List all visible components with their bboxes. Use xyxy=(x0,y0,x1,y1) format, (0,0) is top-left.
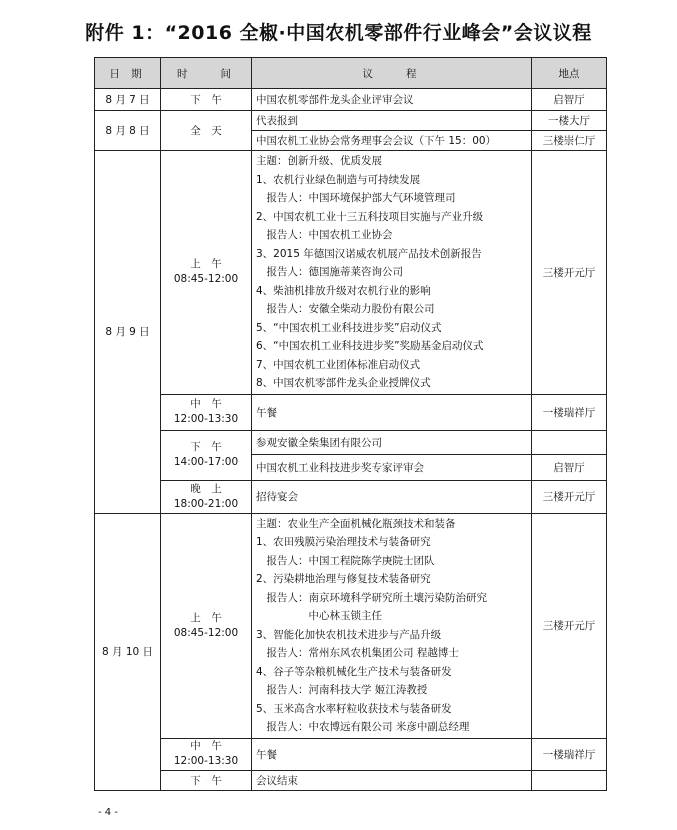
agenda-line: 报告人：河南科技大学 姬江涛教授 xyxy=(256,684,428,696)
table-row xyxy=(95,430,607,454)
time-label: 上 午 xyxy=(190,611,222,624)
header-time: 时 间 xyxy=(161,58,252,89)
agenda-line: 报告人：中国农机工业协会 xyxy=(256,229,393,241)
time-cell xyxy=(161,394,252,430)
table-row xyxy=(95,770,607,790)
agenda-line: 8、中国农机零部件龙头企业授牌仪式 xyxy=(256,377,431,389)
table-header-row xyxy=(95,58,607,89)
time-label: 上 午 xyxy=(190,258,222,271)
time-range: 18:00-21:00 xyxy=(173,497,239,510)
time-cell xyxy=(161,430,252,480)
agenda-line: 报告人：中农博远有限公司 米彦中副总经理 xyxy=(256,721,470,733)
agenda-line: 报告人：安徽全柴动力股份有限公司 xyxy=(256,303,435,315)
time-range: 08:45-12:00 xyxy=(173,273,239,286)
agenda-line: 1、农机行业绿色制造与可持续发展 xyxy=(256,173,421,186)
agenda-line: 3、2015 年德国汉诺威农机展产品技术创新报告 xyxy=(256,247,482,260)
agenda-cell: 午餐 xyxy=(252,738,532,770)
place-cell: 一楼瑞祥厅 xyxy=(532,394,607,430)
agenda-line: 6、“中国农机工业科技进步奖”奖励基金启动仪式 xyxy=(256,340,484,352)
agenda-theme: 主题：创新升级、优质发展 xyxy=(256,155,382,167)
agenda-cell: 参观安徽全柴集团有限公司 xyxy=(252,430,532,454)
time-cell: 下 午 xyxy=(161,89,252,111)
agenda-cell: 中国农机工业协会常务理事会会议（下午 15：00） xyxy=(252,131,532,151)
time-label: 中 午 xyxy=(190,740,222,752)
agenda-cell: 午餐 xyxy=(252,394,532,430)
table-row xyxy=(95,394,607,430)
date-cell: 8 月 9 日 xyxy=(95,151,161,514)
agenda-theme: 主题：农业生产全面机械化瓶颈技术和装备 xyxy=(256,517,456,530)
agenda-cell xyxy=(252,513,532,738)
time-cell xyxy=(161,738,252,770)
header-date: 日 期 xyxy=(95,58,161,89)
table-row xyxy=(95,151,607,395)
agenda-line: 2、中国农机工业十三五科技项目实施与产业升级 xyxy=(256,210,484,223)
table-row xyxy=(95,513,607,738)
time-cell xyxy=(161,480,252,513)
agenda-line: 3、智能化加快农机技术进步与产品升级 xyxy=(256,628,442,641)
agenda-line: 报告人：南京环境科学研究所土壤污染防治研究 xyxy=(256,591,487,604)
schedule-table xyxy=(94,57,607,791)
place-cell xyxy=(532,770,607,790)
header-agenda: 议 程 xyxy=(252,58,532,89)
place-cell xyxy=(532,430,607,454)
place-cell: 三楼开元厅 xyxy=(532,151,607,395)
time-cell xyxy=(161,151,252,395)
time-cell: 下 午 xyxy=(161,770,252,790)
agenda-cell: 会议结束 xyxy=(252,770,532,790)
place-cell: 启智厅 xyxy=(532,89,607,111)
time-range: 14:00-17:00 xyxy=(173,456,239,468)
time-range: 08:45-12:00 xyxy=(173,626,239,639)
agenda-line: 报告人：常州东风农机集团公司 程越博士 xyxy=(256,647,459,659)
agenda-cell: 中国农机工业科技进步奖专家评审会 xyxy=(252,454,532,480)
agenda-line: 5、“中国农机工业科技进步奖”启动仪式 xyxy=(256,321,442,334)
time-cell xyxy=(161,513,252,738)
place-cell: 三楼开元厅 xyxy=(532,480,607,513)
time-label: 下 午 xyxy=(190,441,222,453)
page-title: 附件 1：“2016 全椒·中国农机零部件行业峰会”会议议程 xyxy=(85,22,592,44)
agenda-cell xyxy=(252,151,532,395)
agenda-line: 报告人：中国环境保护部大气环境管理司 xyxy=(256,192,456,204)
agenda-line: 5、玉米高含水率籽粒收获技术与装备研发 xyxy=(256,702,452,715)
place-cell: 一楼瑞祥厅 xyxy=(532,738,607,770)
table-row xyxy=(95,738,607,770)
agenda-cell: 中国农机零部件龙头企业评审会议 xyxy=(252,89,532,111)
time-cell: 全 天 xyxy=(161,111,252,151)
agenda-line: 中心林玉锁主任 xyxy=(256,610,382,622)
agenda-line: 1、农田残膜污染治理技术与装备研究 xyxy=(256,536,431,548)
place-cell: 启智厅 xyxy=(532,454,607,480)
date-cell: 8 月 7 日 xyxy=(95,89,161,111)
place-cell: 三楼开元厅 xyxy=(532,513,607,738)
time-range: 12:00-13:30 xyxy=(173,413,239,425)
agenda-line: 2、污染耕地治理与修复技术装备研究 xyxy=(256,573,431,585)
table-row xyxy=(95,111,607,131)
time-range: 12:00-13:30 xyxy=(173,755,239,767)
agenda-cell: 招待宴会 xyxy=(252,480,532,513)
agenda-line: 报告人：德国施蒂莱咨询公司 xyxy=(256,266,403,278)
date-cell: 8 月 8 日 xyxy=(95,111,161,151)
agenda-cell: 代表报到 xyxy=(252,111,532,131)
place-cell: 三楼崇仁厅 xyxy=(532,131,607,151)
agenda-line: 4、柴油机排放升级对农机行业的影响 xyxy=(256,284,431,297)
time-label: 晚 上 xyxy=(190,482,222,495)
place-cell: 一楼大厅 xyxy=(532,111,607,131)
date-cell: 8 月 10 日 xyxy=(95,513,161,790)
agenda-line: 报告人：中国工程院陈学庚院士团队 xyxy=(256,554,435,567)
table-row xyxy=(95,89,607,111)
page-number: - 4 - xyxy=(98,807,118,818)
agenda-line: 4、谷子等杂粮机械化生产技术与装备研发 xyxy=(256,665,452,678)
time-label: 中 午 xyxy=(190,398,222,410)
header-place: 地点 xyxy=(532,58,607,89)
table-row xyxy=(95,480,607,513)
agenda-line: 7、中国农机工业团体标准启动仪式 xyxy=(256,358,421,371)
